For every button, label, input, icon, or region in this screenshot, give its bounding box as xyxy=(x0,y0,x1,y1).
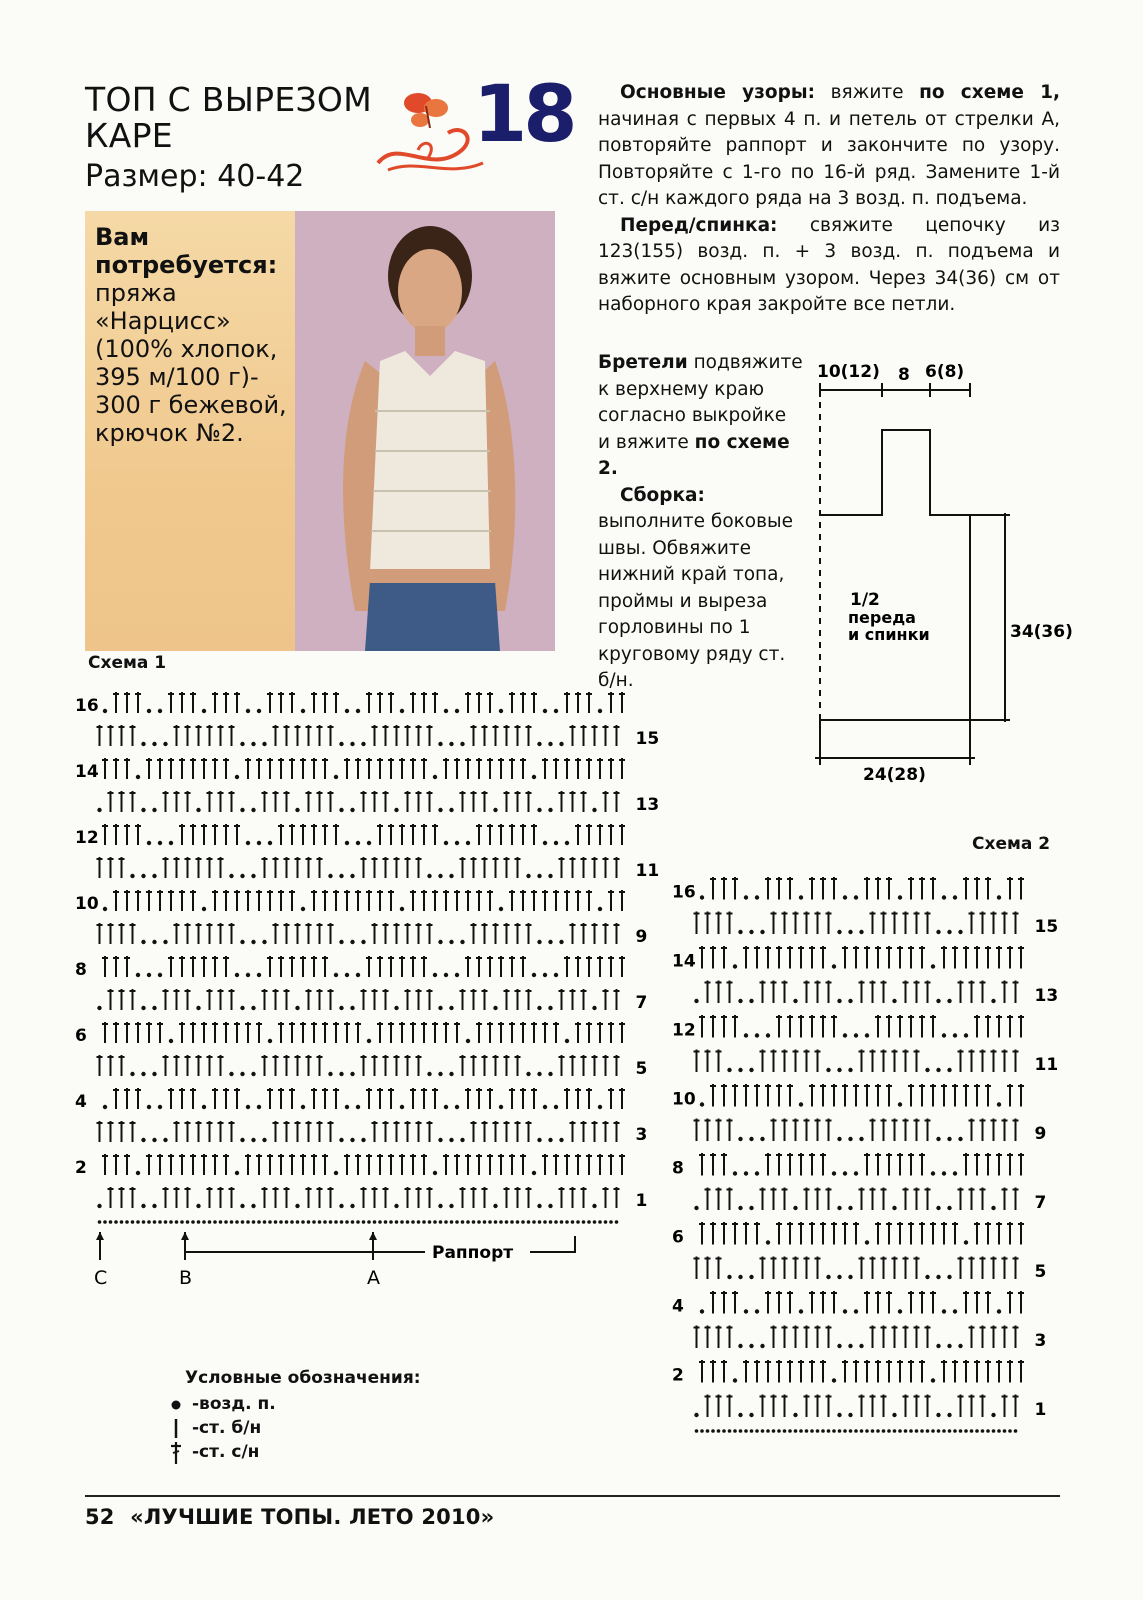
single-crochet-icon xyxy=(170,1416,190,1440)
schema-2-row-label: 6 xyxy=(672,1227,684,1248)
schema-1-row-label: 7 xyxy=(635,993,648,1013)
schema-2-row-label: 13 xyxy=(1034,986,1059,1006)
schema-2-symbols xyxy=(694,877,1025,1433)
footer xyxy=(85,1505,494,1529)
model-photo-illustration xyxy=(295,211,555,651)
pattern-label-2: переда xyxy=(848,608,916,627)
schema-2-row-label: 1 xyxy=(1034,1400,1047,1420)
double-crochet-icon xyxy=(170,1440,190,1464)
pattern-label-1: 1/2 xyxy=(850,590,880,610)
schema-1-row-label: 8 xyxy=(75,960,87,980)
schema-1-row-label: 2 xyxy=(75,1158,87,1178)
pattern-number: 18 xyxy=(473,70,574,160)
materials-box xyxy=(85,211,295,651)
schema-1-arrow-c: С xyxy=(94,1267,108,1289)
schema-1-row-label: 10 xyxy=(75,894,99,914)
schema-1-symbols xyxy=(97,692,626,1224)
legend-chain: -возд. п. xyxy=(170,1392,421,1416)
schema-1-row-label: 12 xyxy=(75,828,99,848)
page-title: ТОП С ВЫРЕЗОМ КАРЕ xyxy=(85,80,372,155)
pattern-label-3: и спинки xyxy=(848,625,930,644)
schema-2-chart xyxy=(670,865,1090,1465)
schema-1-row-label: 13 xyxy=(635,795,660,815)
schema-2-row-label: 15 xyxy=(1034,917,1059,937)
schema-1-rapport-label: Раппорт xyxy=(432,1243,514,1263)
schema-1-row-label: 3 xyxy=(635,1125,648,1145)
schema-2-row-label: 10 xyxy=(672,1089,696,1110)
schema-1-row-label: 16 xyxy=(75,696,99,716)
schema-1-row-label: 5 xyxy=(635,1059,648,1079)
dim-top-right: 6(8) xyxy=(925,362,965,382)
schema-2-row-label: 12 xyxy=(672,1020,696,1041)
schema-2-row-label: 8 xyxy=(672,1158,684,1179)
schema-2-row-label: 4 xyxy=(672,1296,684,1317)
butterfly-ornament-badge xyxy=(368,70,574,178)
chain-stitch-icon xyxy=(170,1392,190,1416)
instructions-text: Основные узоры: вяжите по схеме 1, начиная с первых 4 п. и петель от стрелки А, повторяйте раппорт и закончите по узору. Повторяйте с 1-го по 16-й ряд. Замените 1-й ст. с/н каждого ряда на 3 возд. п. подъема. Перед/спинка: свяжите цепочку из 123(155) возд. п. + 3 возд. п. подъема и вяжите основным узором. Через 34(36) см от наборного края закройте все петли. xyxy=(598,82,1060,315)
schema-2-row-label: 16 xyxy=(672,882,696,903)
schema-1-row-label: 9 xyxy=(635,927,648,947)
dim-height: 34(36) xyxy=(1010,622,1073,642)
schema-1-arrow-a: А xyxy=(367,1267,380,1289)
footer-divider xyxy=(85,1495,1060,1497)
materials-body: пряжа «Нарцисс» (100% хлопок, 395 м/100 г)- 300 г бежевой, крючок №2. xyxy=(95,279,287,447)
schema-1-row-label: 15 xyxy=(635,729,660,749)
materials-heading: Вам потребуется: xyxy=(95,223,278,279)
legend xyxy=(170,1366,421,1464)
schema-2-label: Схема 2 xyxy=(972,834,1051,854)
schema-2-row-label: 3 xyxy=(1034,1331,1047,1351)
schema-2-row-label: 7 xyxy=(1034,1193,1047,1213)
page-number: 52 xyxy=(85,1505,115,1529)
schema-1-row-label: 11 xyxy=(635,861,660,881)
legend-dc: -ст. с/н xyxy=(170,1440,421,1464)
schema-2-row-label: 9 xyxy=(1034,1124,1047,1144)
schema-1-row-label: 6 xyxy=(75,1026,87,1046)
schema-2-row-label: 5 xyxy=(1034,1262,1047,1282)
schema-2-row-label: 11 xyxy=(1034,1055,1059,1075)
straps-assembly-text: Бретели подвяжите к верхнему краю согласно выкройке и вяжите по схеме 2. Сборка: выполните боковые швы. Обвяжите нижний край топа, проймы и выреза горловины по 1 круговому ряду ст. б/н. xyxy=(598,352,803,691)
schema-1-arrow-b: В xyxy=(179,1267,193,1289)
legend-sc: -ст. б/н xyxy=(170,1416,421,1440)
schema-1-chart xyxy=(60,680,680,1310)
dim-top-mid: 8 xyxy=(898,365,910,385)
schema-1-row-label: 14 xyxy=(75,762,99,782)
schema-1-row-label: 1 xyxy=(635,1191,648,1211)
schema-1-label: Схема 1 xyxy=(88,653,167,673)
schema-2-row-label: 2 xyxy=(672,1365,684,1386)
dim-top-left: 10(12) xyxy=(817,362,880,382)
schema-1-row-label: 4 xyxy=(75,1092,87,1112)
schema-2-row-label: 14 xyxy=(672,951,696,972)
size-label: Размер: 40-42 xyxy=(85,159,305,194)
garment-pattern xyxy=(805,355,1075,805)
magazine-title: «ЛУЧШИЕ ТОПЫ. ЛЕТО 2010» xyxy=(130,1505,495,1529)
model-photo xyxy=(295,211,555,651)
dim-width: 24(28) xyxy=(863,765,926,785)
legend-title: Условные обозначения: xyxy=(185,1368,421,1388)
